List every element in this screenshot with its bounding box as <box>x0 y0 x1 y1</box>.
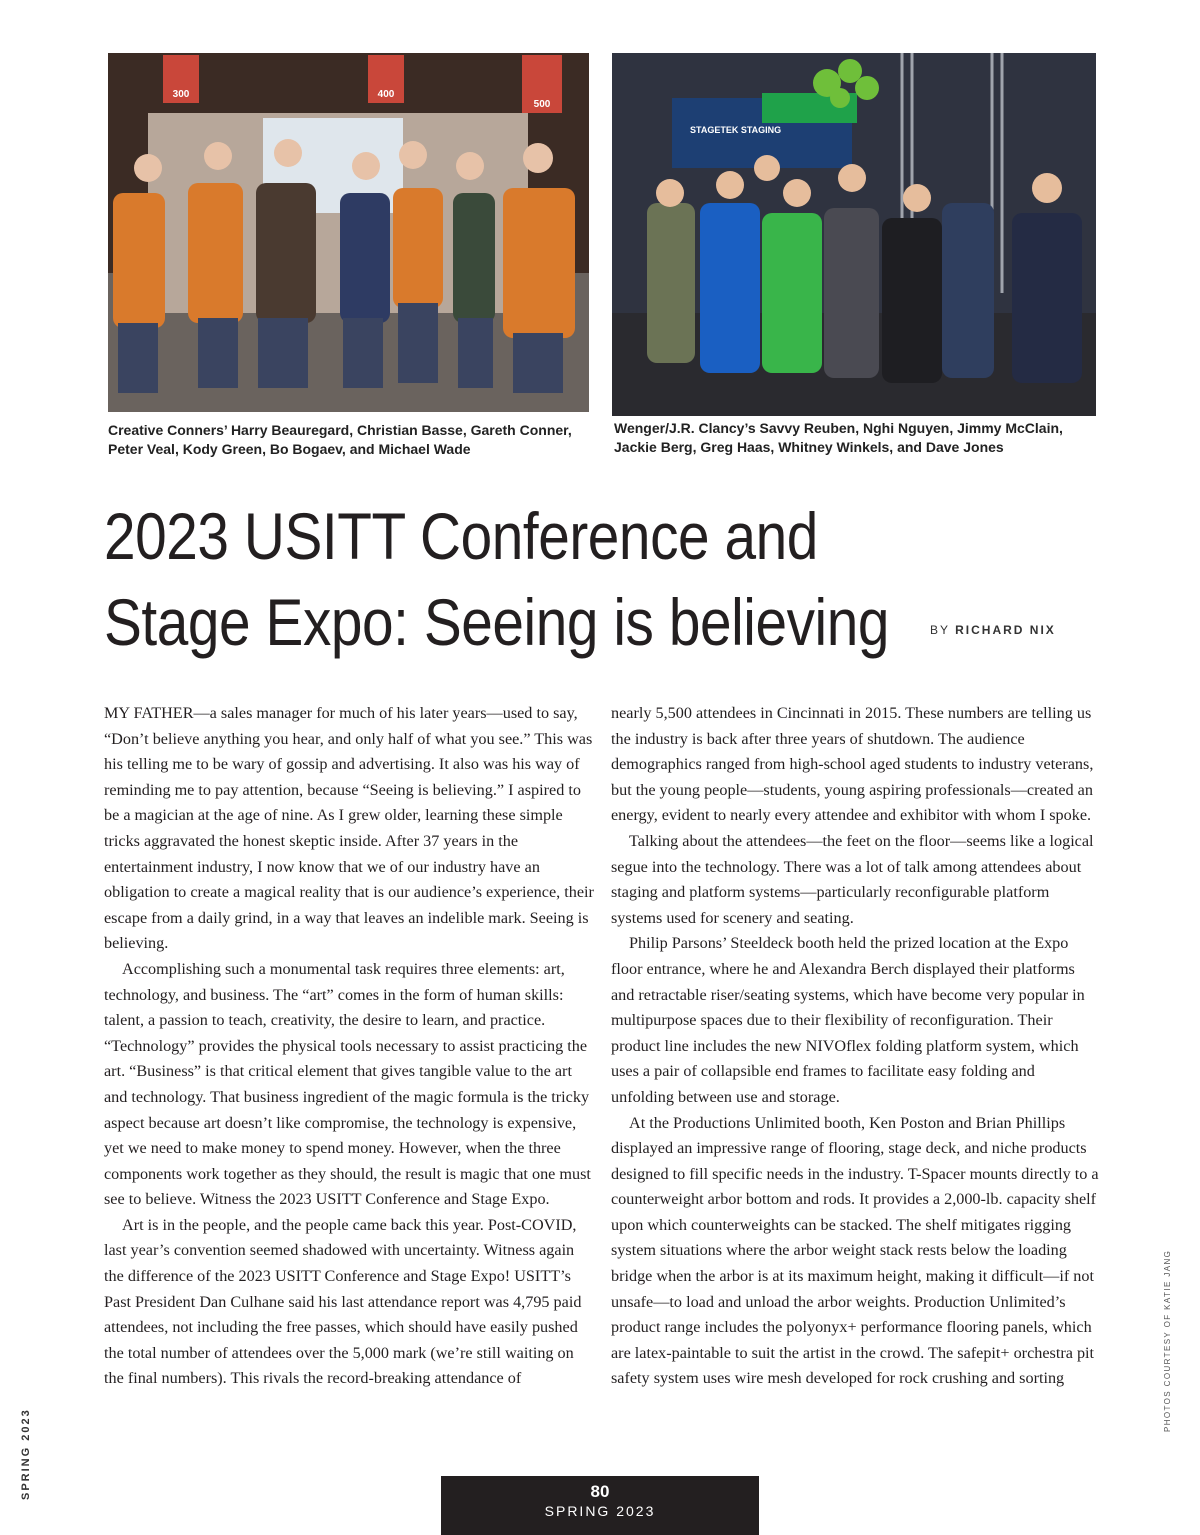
photo-caption-left: Creative Conners’ Harry Beauregard, Christian Basse, Gareth Conner, Peter Veal, Kody Green, Bo Bogaev, and Michael Wade <box>108 422 572 457</box>
paragraph: At the Productions Unlimited booth, Ken Poston and Brian Phillips displayed an impressive range of flooring, stage deck, and niche products designed to fill specific needs in the industry. T-Spacer mounts directly to a counterweight arbor bottom and rods. It provides a 2,000-lb. capacity shelf upon which counterweights can be stacked. The shelf mitigates rigging system situations where the arbor weight stack rests below the loading bridge when the arbor is at its maximum height, making it difficult—if not unsafe—to load and unload the arbor weights. Production Unlimited’s product range includes the polyonyx+ performance flooring panels, which are latex-paintable to suit the artist in the crowd. The safepit+ orchestra pit safety system uses wire mesh developed for rock crushing and sorting <box>611 1113 1099 1388</box>
booth-number-300: 300 <box>172 89 190 100</box>
photo-wenger-clancy <box>612 53 1096 416</box>
paragraph: Talking about the attendees—the feet on the floor—seems like a logical segue into the technology. There was a lot of talk among attendees about staging and platform systems—particularly reconfigurable platform systems used for scenery and seating. <box>611 831 1094 927</box>
byline-prefix: BY <box>930 623 950 637</box>
booth-number-500: 500 <box>533 99 551 110</box>
banner-text: STAGETEK STAGING <box>690 125 782 135</box>
article-column-right <box>611 701 1101 1392</box>
paragraph: nearly 5,500 attendees in Cincinnati in 2015. These numbers are telling us the industry is back after three years of shutdown. The audience demographics ranged from high-school aged students to industry veterans, but the young people—students, young aspiring professionals—created an energy, evident to nearly every attendee and exhibitor with whom I spoke. <box>611 704 1094 825</box>
photo-credit: PHOTOS COURTESY OF KATIE JANG <box>1163 1249 1172 1432</box>
byline-author: RICHARD NIX <box>955 623 1056 637</box>
issue-side-label: SPRING 2023 <box>20 1408 32 1500</box>
paragraph: MY FATHER—a sales manager for much of his later years—used to say, “Don’t believe anything you hear, and only half of what you see.” This was his telling me to be wary of gossip and advertising. It also was his way of reminding me to pay attention, because “Seeing is believing.” I aspired to be a magician at the age of nine. As I grew older, learning these simple tricks aggravated the honest skeptic inside. After 37 years in the entertainment industry, I now know that we of our industry have an obligation to create a magical reality that is our audience’s experience, their escape from a daily grind, in a way that leaves an indelible mark. Seeing is believing. <box>104 704 594 953</box>
article-title <box>104 493 964 665</box>
paragraph: Philip Parsons’ Steeldeck booth held the prized location at the Expo floor entrance, where he and Alexandra Berch displayed their platforms and retractable riser/seating systems, which have become very popular in multipurpose spaces due to their flexibility of reconfiguration. Their product line includes the new NIVOflex folding platform system, which uses a pair of collapsible end frames to facilitate easy folding and unfolding between use and storage. <box>611 934 1085 1106</box>
article-title-line-1: 2023 USITT Conference and <box>104 499 818 573</box>
paragraph: Accomplishing such a monumental task requires three elements: art, technology, and business. The “art” comes in the form of human skills: talent, a passion to teach, creativity, the desire to learn, and practice. “Technology” provides the physical tools necessary to assist practicing the art. “Business” is that critical element that gives tangible value to the art and technology. That business ingredient of the magic formula is the tricky aspect because art doesn’t like compromise, the technology is expensive, yet we need to make money to spend money. However, when the three components work together as they should, the result is magic that one must see to believe. Witness the 2023 USITT Conference and Stage Expo. <box>104 959 591 1209</box>
photo-creative-conners-illustration <box>108 53 589 412</box>
article-column-left <box>104 701 594 1392</box>
photo-wenger-clancy-illustration <box>612 53 1096 416</box>
article-title-line-2: Stage Expo: Seeing is believing <box>104 585 890 659</box>
page-footer <box>441 1476 759 1535</box>
paragraph: Art is in the people, and the people came back this year. Post-COVID, last year’s convention seemed shadowed with uncertainty. Witness again the difference of the 2023 USITT Conference and Stage Expo! USITT’s Past President Dan Culhane said his last attendance report was 4,795 paid attendees, not including the free passes, which should have easily pushed the total number of attendees over the 5,000 mark (we’re still waiting on the final numbers). This rivals the record-breaking attendance of <box>104 1215 582 1388</box>
booth-number-400: 400 <box>377 89 395 100</box>
footer-issue: SPRING 2023 <box>544 1503 656 1519</box>
byline <box>930 623 1056 637</box>
photo-caption-right: Wenger/J.R. Clancy’s Savvy Reuben, Nghi Nguyen, Jimmy McClain, Jackie Berg, Greg Haas, Whitney Winkels, and Dave Jones <box>614 420 1063 455</box>
page-number: 80 <box>590 1482 610 1501</box>
photo-creative-conners <box>108 53 589 412</box>
